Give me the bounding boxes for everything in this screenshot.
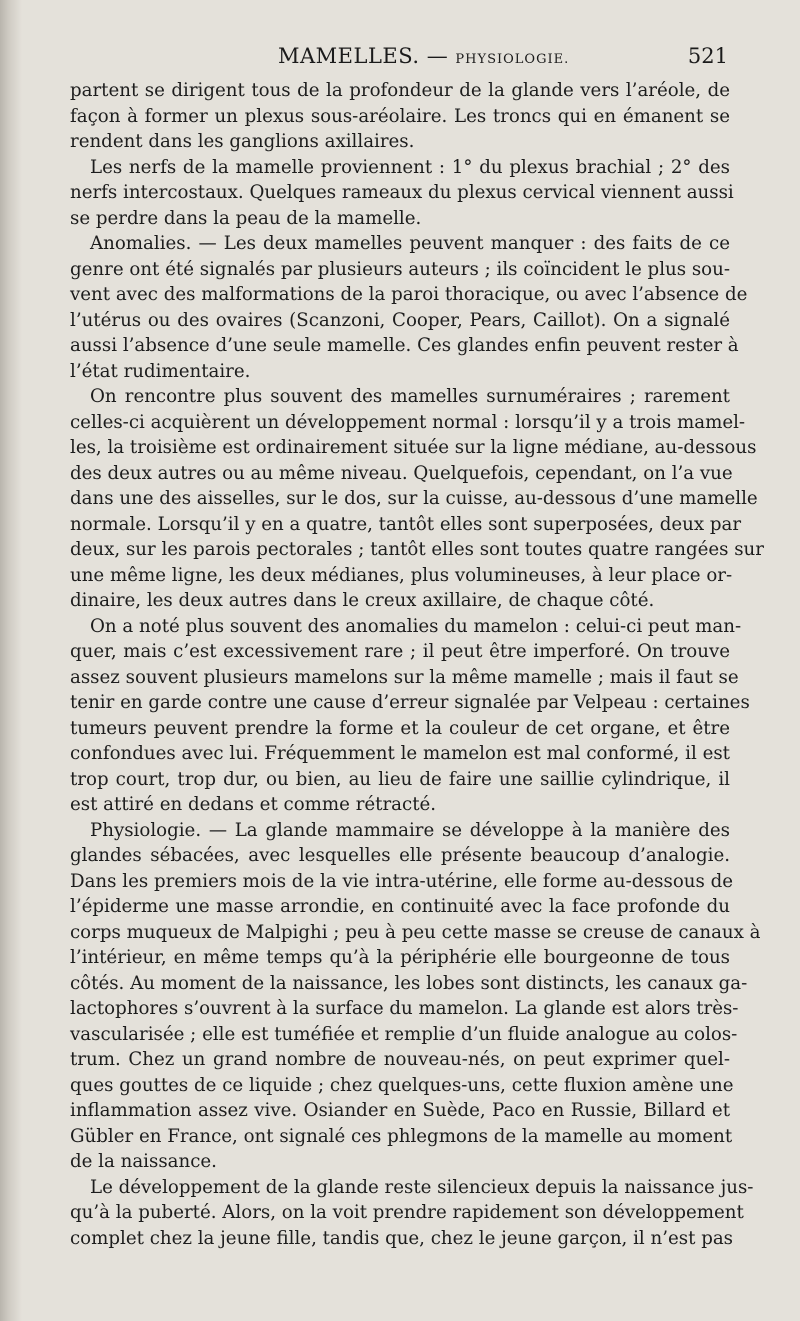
text-line: Les nerfs de la mamelle proviennent : 1° du plexus brachial ; 2° des xyxy=(90,156,730,178)
text-line: aussi l’absence d’une seule mamelle. Ces glandes enfin peuvent rester à xyxy=(70,335,739,356)
text-body xyxy=(70,78,764,1251)
text-line: une même ligne, les deux médianes, plus volumineuses, à leur place or- xyxy=(70,564,733,586)
text-line: les, la troisième est ordinairement située sur la ligne médiane, au-dessous xyxy=(70,437,757,458)
running-title xyxy=(278,44,569,68)
text-line: partent se dirigent tous de la profondeur de la glande vers l’aréole, de xyxy=(70,80,730,101)
text-line: celles-ci acquièrent un développement normal : lorsqu’il y a trois mamel- xyxy=(70,411,746,433)
text-line: On rencontre plus souvent des mamelles surnuméraires ; rarement xyxy=(90,386,730,407)
text-line: ques gouttes de ce liquide ; chez quelques-uns, cette fluxion amène une xyxy=(70,1074,734,1096)
text-line: nerfs intercostaux. Quelques rameaux du plexus cervical viennent aussi xyxy=(70,182,734,203)
text-line: se perdre dans la peau de la mamelle. xyxy=(70,207,422,229)
text-line: glandes sébacées, avec lesquelles elle présente beaucoup d’analogie. xyxy=(70,845,730,866)
text-line: tenir en garde contre une cause d’erreur signalée par Velpeau : certaines xyxy=(70,692,750,713)
running-title-section: PHYSIOLOGIE. xyxy=(455,52,570,67)
text-line: deux, sur les parois pectorales ; tantôt elles sont toutes quatre rangées sur xyxy=(70,539,764,560)
text-line: rendent dans les ganglions axillaires. xyxy=(70,131,415,152)
text-line: dinaire, les deux autres dans le creux axillaire, de chaque côté. xyxy=(70,590,655,611)
text-line: est attiré en dedans et comme rétracté. xyxy=(70,794,437,815)
text-line: trop court, trop dur, ou bien, au lieu de faire une saillie cylindrique, il xyxy=(70,768,730,790)
running-title-main: MAMELLES. xyxy=(278,44,420,68)
text-line: normale. Lorsqu’il y en a quatre, tantôt elles sont superposées, deux par xyxy=(70,513,742,535)
text-line: On a noté plus souvent des anomalies du mamelon : celui-ci peut man- xyxy=(90,615,742,637)
text-line: l’épiderme une masse arrondie, en continuité avec la face profonde du xyxy=(70,896,730,917)
section-heading-physiologie: Physiologie. — La glande mammaire se développe à la manière des xyxy=(90,819,730,841)
text-line: l’état rudimentaire. xyxy=(70,360,251,382)
text-line: Dans les premiers mois de la vie intra-utérine, elle forme au-dessous de xyxy=(70,870,734,892)
text-line: façon à former un plexus sous-aréolaire. Les troncs qui en émanent se xyxy=(70,105,730,127)
text-line: Le développement de la glande reste silencieux depuis la naissance jus- xyxy=(90,1176,754,1198)
text-line: côtés. Au moment de la naissance, les lobes sont distincts, les canaux ga- xyxy=(70,972,748,994)
text-line: complet chez la jeune fille, tandis que, chez le jeune garçon, il n’est pas xyxy=(70,1227,734,1249)
text-line: assez souvent plusieurs mamelons sur la même mamelle ; mais il faut se xyxy=(70,666,739,688)
text-line: confondues avec lui. Fréquemment le mamelon est mal conformé, il est xyxy=(70,743,730,764)
running-title-dash: — xyxy=(426,44,449,68)
page-gutter-shadow xyxy=(0,0,22,1321)
text-line: vascularisée ; elle est tuméfiée et remplie d’un fluide analogue au colos- xyxy=(70,1023,738,1045)
text-line: Gübler en France, ont signalé ces phlegmons de la mamelle au moment xyxy=(70,1125,733,1147)
page-number: 521 xyxy=(687,44,728,68)
running-header xyxy=(70,44,730,74)
text-line: corps muqueux de Malpighi ; peu à peu cette masse se creuse de canaux à xyxy=(70,921,761,943)
text-line: quer, mais c’est excessivement rare ; il peut être imperforé. On trouve xyxy=(70,641,730,662)
section-heading-anomalies: Anomalies. — Les deux mamelles peuvent manquer : des faits de ce xyxy=(90,233,730,254)
text-line: l’utérus ou des ovaires (Scanzoni, Cooper, Pears, Caillot). On a signalé xyxy=(70,309,730,331)
text-line: l’intérieur, en même temps qu’à la périphérie elle bourgeonne de tous xyxy=(70,947,730,968)
text-line: de la naissance. xyxy=(70,1151,217,1172)
text-line: des deux autres ou au même niveau. Quelquefois, cependant, on l’a vue xyxy=(70,462,733,484)
text-line: qu’à la puberté. Alors, on la voit prendre rapidement son développement xyxy=(70,1202,744,1223)
text-line: trum. Chez un grand nombre de nouveau-nés, on peut exprimer quel- xyxy=(70,1049,730,1070)
text-line: tumeurs peuvent prendre la forme et la couleur de cet organe, et être xyxy=(70,717,730,739)
text-line: lactophores s’ouvrent à la surface du mamelon. La glande est alors très- xyxy=(70,998,739,1019)
text-line: inflammation assez vive. Osiander en Suède, Paco en Russie, Billard et xyxy=(70,1100,730,1121)
text-line: vent avec des malformations de la paroi thoracique, ou avec l’absence de xyxy=(70,284,748,305)
text-line: genre ont été signalés par plusieurs auteurs ; ils coïncident le plus sou- xyxy=(70,258,730,280)
text-line: dans une des aisselles, sur le dos, sur la cuisse, au-dessous d’une mamelle xyxy=(70,488,758,509)
